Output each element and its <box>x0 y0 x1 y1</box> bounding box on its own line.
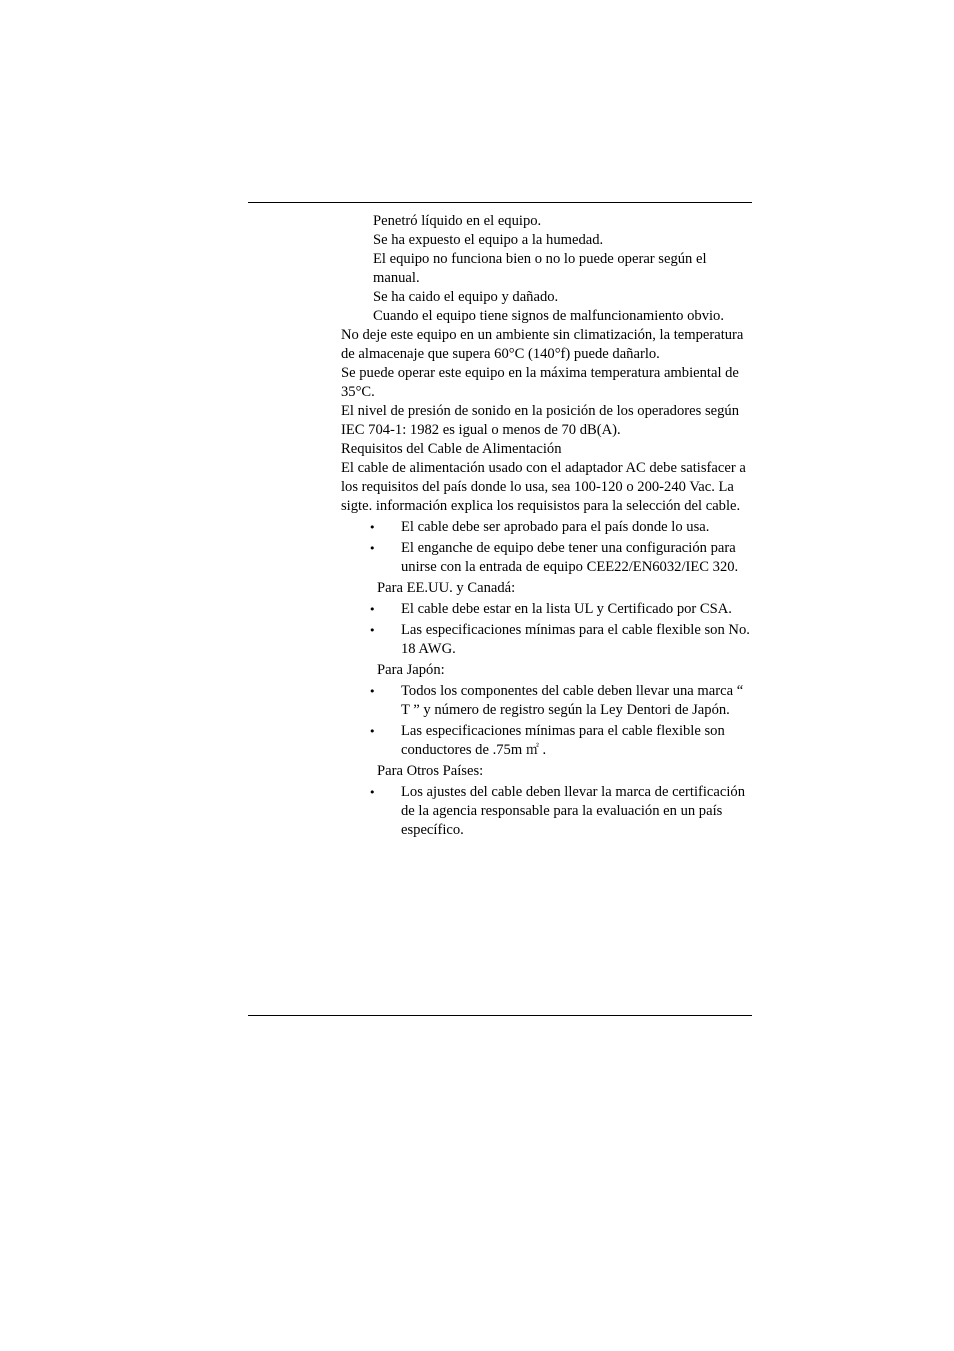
usa-canada-bullets <box>341 600 753 659</box>
other-countries-bullets <box>341 783 753 840</box>
bullet-icon: • <box>369 685 376 698</box>
list-item <box>341 600 753 619</box>
page-content <box>341 212 753 841</box>
general-bullets <box>341 518 753 577</box>
cable-heading: Requisitos del Cable de Alimentación <box>341 441 562 457</box>
bullet-text: Todos los componentes del cable deben llevar una marca “ T ” y número de registro según la Ley Dentori de Japón. <box>401 683 744 718</box>
bullet-text-end: . <box>538 742 547 758</box>
bullet-icon: • <box>369 521 376 534</box>
list-item: Se ha expuesto el equipo a la humedad. <box>373 232 604 248</box>
operating-paragraph: Se puede operar este equipo en la máxima temperatura ambiental de 35°C. <box>341 365 739 400</box>
bullet-text: Las especificaciones mínimas para el cable flexible son conductores de .75m <box>401 723 725 758</box>
bullet-text: El enganche de equipo debe tener una configuración para unirse con la entrada de equipo CEE22/EN6032/IEC 320. <box>401 540 739 575</box>
other-countries-heading: Para Otros Países: <box>377 763 484 779</box>
cable-intro-paragraph: El cable de alimentación usado con el adaptador AC debe satisfacer a los requisitos del país donde lo usa, sea 100-120 o 200-240 Vac. La sigte. información explica los requisistos para la selección del cable. <box>341 460 746 514</box>
bullet-text: El cable debe ser aprobado para el país donde lo usa. <box>401 519 710 535</box>
bullet-text: El cable debe estar en la lista UL y Certificado por CSA. <box>401 601 732 617</box>
list-item: Se ha caido el equipo y dañado. <box>373 289 559 305</box>
list-item <box>341 539 753 577</box>
bullet-icon: • <box>369 786 376 799</box>
list-item: El equipo no funciona bien o no lo puede operar según el manual. <box>373 251 707 286</box>
sound-paragraph: El nivel de presión de sonido en la posición de los operadores según IEC 704-1: 1982 es igual o menos de 70 dB(A). <box>341 403 739 438</box>
bullet-text: Los ajustes del cable deben llevar la marca de certificación de la agencia responsable para la evaluación en un país específico. <box>401 784 745 838</box>
bottom-rule <box>248 1015 752 1016</box>
list-item <box>341 783 753 840</box>
usa-canada-heading: Para EE.UU. y Canadá: <box>377 580 516 596</box>
square-meter-unit: ㎡ <box>525 743 539 758</box>
top-rule <box>248 202 752 203</box>
list-item <box>341 722 753 760</box>
storage-paragraph: No deje este equipo en un ambiente sin climatización, la temperatura de almacenaje que supera 60°C (140°f) puede dañarlo. <box>341 327 744 362</box>
list-item <box>341 621 753 659</box>
list-item <box>341 518 753 537</box>
list-item <box>341 682 753 720</box>
bullet-icon: • <box>369 542 376 555</box>
list-item: Cuando el equipo tiene signos de malfuncionamiento obvio. <box>373 308 724 324</box>
bullet-icon: • <box>369 725 376 738</box>
conditions-list <box>341 212 753 326</box>
bullet-icon: • <box>369 624 376 637</box>
japan-heading: Para Japón: <box>377 662 445 678</box>
bullet-icon: • <box>369 603 376 616</box>
list-item: Penetró líquido en el equipo. <box>373 213 542 229</box>
bullet-text: Las especificaciones mínimas para el cable flexible son No. 18 AWG. <box>401 622 750 657</box>
japan-bullets <box>341 682 753 760</box>
